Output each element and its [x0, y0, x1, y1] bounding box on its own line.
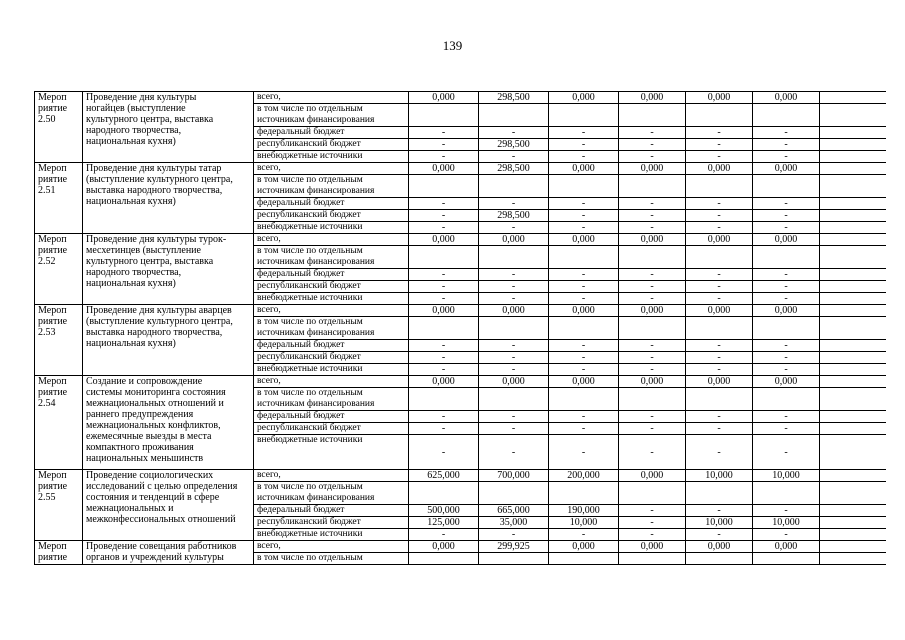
amount-cell	[820, 139, 886, 151]
funding-source: всего,	[254, 541, 409, 553]
amount-cell: 0,000	[409, 376, 479, 388]
amount-cell: 35,000	[479, 517, 549, 529]
amount-cell: -	[479, 127, 549, 139]
amount-cell	[479, 388, 549, 411]
amount-cell: -	[753, 198, 820, 210]
funding-source: всего,	[254, 376, 409, 388]
table-row	[35, 541, 886, 553]
amount-cell	[753, 317, 820, 340]
amount-cell	[820, 175, 886, 198]
amount-cell	[820, 281, 886, 293]
amount-cell: -	[686, 281, 753, 293]
amount-cell: -	[409, 281, 479, 293]
amount-cell	[820, 411, 886, 423]
amount-cell	[820, 210, 886, 222]
amount-cell: 0,000	[409, 234, 479, 246]
amount-cell: 10,000	[686, 517, 753, 529]
amount-cell: -	[479, 281, 549, 293]
amount-cell: 0,000	[686, 541, 753, 553]
funding-source: республиканский бюджет	[254, 517, 409, 529]
activity-code: Мероп риятие 2.52	[35, 234, 83, 305]
amount-cell	[820, 234, 886, 246]
amount-cell: 0,000	[549, 163, 619, 175]
amount-cell: -	[753, 293, 820, 305]
funding-source: внебюджетные источники	[254, 529, 409, 541]
amount-cell: 0,000	[409, 541, 479, 553]
amount-cell: -	[409, 222, 479, 234]
amount-cell: 0,000	[619, 305, 686, 317]
amount-cell: -	[686, 127, 753, 139]
amount-cell: -	[753, 127, 820, 139]
amount-cell	[820, 435, 886, 470]
amount-cell: 125,000	[409, 517, 479, 529]
funding-source: федеральный бюджет	[254, 340, 409, 352]
amount-cell	[820, 505, 886, 517]
table-row	[35, 92, 886, 104]
amount-cell	[820, 470, 886, 482]
amount-cell: 299,925	[479, 541, 549, 553]
funding-source: внебюджетные источники	[254, 364, 409, 376]
amount-cell: -	[686, 435, 753, 470]
amount-cell: -	[549, 352, 619, 364]
amount-cell: 0,000	[619, 470, 686, 482]
amount-cell	[820, 317, 886, 340]
amount-cell	[820, 127, 886, 139]
amount-cell: -	[686, 139, 753, 151]
amount-cell: -	[619, 340, 686, 352]
amount-cell	[619, 246, 686, 269]
amount-cell: -	[549, 411, 619, 423]
amount-cell: -	[549, 364, 619, 376]
amount-cell: 0,000	[619, 234, 686, 246]
amount-cell: -	[686, 529, 753, 541]
amount-cell	[686, 175, 753, 198]
amount-cell: 0,000	[549, 376, 619, 388]
amount-cell	[820, 529, 886, 541]
amount-cell	[549, 388, 619, 411]
amount-cell: 0,000	[549, 92, 619, 104]
amount-cell	[619, 388, 686, 411]
amount-cell: 0,000	[686, 376, 753, 388]
amount-cell: -	[549, 529, 619, 541]
activity-name: Проведение дня культуры ногайцев (выступление культурного центра, выставка народного творчества, национальная кухня)	[83, 92, 254, 163]
amount-cell: -	[619, 281, 686, 293]
amount-cell: -	[549, 269, 619, 281]
amount-cell: -	[479, 198, 549, 210]
activity-code: Мероп риятие 2.50	[35, 92, 83, 163]
amount-cell: -	[409, 210, 479, 222]
amount-cell	[820, 364, 886, 376]
amount-cell: 10,000	[753, 517, 820, 529]
amount-cell: -	[479, 529, 549, 541]
amount-cell	[686, 553, 753, 565]
amount-cell: -	[409, 352, 479, 364]
amount-cell: -	[753, 435, 820, 470]
amount-cell	[820, 293, 886, 305]
amount-cell: 0,000	[753, 163, 820, 175]
amount-cell: -	[686, 151, 753, 163]
page-number: 139	[442, 38, 463, 53]
funding-source: всего,	[254, 305, 409, 317]
amount-cell: -	[549, 139, 619, 151]
amount-cell	[820, 340, 886, 352]
amount-cell: -	[686, 269, 753, 281]
activity-name: Создание и сопровождение системы мониторинга состояния межнациональных отношений и раннего предупреждения межнациональных конфликтов, ежемесячные выезды в места компактного проживания национальных меньшинств	[83, 376, 254, 470]
amount-cell: 700,000	[479, 470, 549, 482]
amount-cell: 0,000	[686, 163, 753, 175]
amount-cell: 298,500	[479, 210, 549, 222]
amount-cell: -	[686, 210, 753, 222]
amount-cell: 0,000	[619, 376, 686, 388]
amount-cell: -	[549, 222, 619, 234]
amount-cell: -	[619, 423, 686, 435]
amount-cell	[820, 482, 886, 505]
amount-cell	[549, 553, 619, 565]
amount-cell: -	[409, 198, 479, 210]
amount-cell: 0,000	[686, 234, 753, 246]
amount-cell: 0,000	[549, 234, 619, 246]
amount-cell	[820, 517, 886, 529]
activity-code: Мероп риятие 2.53	[35, 305, 83, 376]
funding-source: республиканский бюджет	[254, 281, 409, 293]
funding-source: республиканский бюджет	[254, 352, 409, 364]
amount-cell	[820, 352, 886, 364]
amount-cell: -	[409, 364, 479, 376]
table-row	[35, 305, 886, 317]
funding-source: федеральный бюджет	[254, 269, 409, 281]
amount-cell: 298,500	[479, 92, 549, 104]
amount-cell: 0,000	[549, 541, 619, 553]
amount-cell	[479, 482, 549, 505]
amount-cell: -	[479, 293, 549, 305]
amount-cell	[820, 423, 886, 435]
amount-cell: 0,000	[479, 305, 549, 317]
amount-cell: -	[753, 364, 820, 376]
amount-cell: 0,000	[619, 92, 686, 104]
amount-cell: -	[409, 435, 479, 470]
amount-cell: -	[753, 352, 820, 364]
amount-cell: -	[686, 222, 753, 234]
funding-source: внебюджетные источники	[254, 435, 409, 470]
amount-cell: -	[753, 340, 820, 352]
amount-cell: -	[619, 529, 686, 541]
amount-cell: 10,000	[686, 470, 753, 482]
funding-source: республиканский бюджет	[254, 210, 409, 222]
funding-source: в том числе по отдельным	[254, 553, 409, 565]
amount-cell: 0,000	[753, 92, 820, 104]
amount-cell: 190,000	[549, 505, 619, 517]
amount-cell	[820, 222, 886, 234]
amount-cell	[820, 163, 886, 175]
amount-cell: -	[479, 364, 549, 376]
funding-source: всего,	[254, 163, 409, 175]
amount-cell	[549, 482, 619, 505]
funding-source: республиканский бюджет	[254, 139, 409, 151]
amount-cell	[686, 482, 753, 505]
amount-cell: -	[549, 127, 619, 139]
amount-cell: 0,000	[619, 541, 686, 553]
amount-cell	[619, 482, 686, 505]
amount-cell: -	[549, 435, 619, 470]
amount-cell	[753, 246, 820, 269]
amount-cell: -	[409, 151, 479, 163]
amount-cell: -	[686, 352, 753, 364]
amount-cell: -	[619, 293, 686, 305]
amount-cell: -	[549, 423, 619, 435]
amount-cell	[820, 541, 886, 553]
amount-cell: -	[549, 340, 619, 352]
amount-cell	[753, 175, 820, 198]
funding-source: внебюджетные источники	[254, 151, 409, 163]
amount-cell	[409, 482, 479, 505]
amount-cell: 0,000	[409, 92, 479, 104]
amount-cell	[549, 104, 619, 127]
amount-cell: -	[619, 505, 686, 517]
amount-cell: -	[479, 222, 549, 234]
amount-cell: -	[549, 198, 619, 210]
amount-cell: -	[479, 435, 549, 470]
funding-source: в том числе по отдельным источникам финансирования	[254, 388, 409, 411]
funding-source: всего,	[254, 234, 409, 246]
amount-cell: -	[549, 151, 619, 163]
amount-cell: -	[753, 505, 820, 517]
amount-cell: -	[409, 269, 479, 281]
amount-cell: -	[479, 340, 549, 352]
amount-cell: -	[753, 269, 820, 281]
amount-cell: 0,000	[686, 92, 753, 104]
funding-source: в том числе по отдельным источникам финансирования	[254, 482, 409, 505]
table-row	[35, 376, 886, 388]
amount-cell: -	[619, 364, 686, 376]
amount-cell: -	[479, 269, 549, 281]
funding-source: федеральный бюджет	[254, 127, 409, 139]
amount-cell	[820, 246, 886, 269]
amount-cell: 10,000	[753, 470, 820, 482]
amount-cell	[549, 175, 619, 198]
amount-cell: -	[409, 529, 479, 541]
funding-source: внебюджетные источники	[254, 293, 409, 305]
funding-source: всего,	[254, 470, 409, 482]
activity-code: Мероп риятие 2.51	[35, 163, 83, 234]
amount-cell: 0,000	[753, 234, 820, 246]
amount-cell	[409, 104, 479, 127]
amount-cell	[753, 553, 820, 565]
amount-cell: -	[753, 411, 820, 423]
amount-cell: 0,000	[753, 376, 820, 388]
amount-cell	[549, 246, 619, 269]
amount-cell: 200,000	[549, 470, 619, 482]
amount-cell	[820, 305, 886, 317]
activity-code: Мероп риятие	[35, 541, 83, 565]
amount-cell	[753, 104, 820, 127]
amount-cell	[479, 104, 549, 127]
amount-cell	[479, 553, 549, 565]
amount-cell: -	[409, 423, 479, 435]
amount-cell: 0,000	[409, 305, 479, 317]
amount-cell: -	[619, 435, 686, 470]
amount-cell	[409, 317, 479, 340]
amount-cell: 0,000	[753, 305, 820, 317]
funding-source: в том числе по отдельным источникам финансирования	[254, 317, 409, 340]
amount-cell: 298,500	[479, 139, 549, 151]
amount-cell: 625,000	[409, 470, 479, 482]
activity-name: Проведение дня культуры турок- месхетинцев (выступление культурного центра, выставка народного творчества, национальная кухня)	[83, 234, 254, 305]
amount-cell	[820, 104, 886, 127]
amount-cell	[686, 317, 753, 340]
amount-cell: 298,500	[479, 163, 549, 175]
amount-cell	[820, 269, 886, 281]
amount-cell	[686, 104, 753, 127]
table-row	[35, 470, 886, 482]
activity-code: Мероп риятие 2.54	[35, 376, 83, 470]
amount-cell: -	[753, 210, 820, 222]
amount-cell	[479, 175, 549, 198]
amount-cell: 500,000	[409, 505, 479, 517]
amount-cell	[820, 553, 886, 565]
amount-cell: -	[619, 210, 686, 222]
amount-cell: -	[686, 340, 753, 352]
amount-cell: -	[619, 222, 686, 234]
amount-cell	[619, 175, 686, 198]
amount-cell: -	[753, 151, 820, 163]
amount-cell	[753, 482, 820, 505]
amount-cell	[820, 198, 886, 210]
amount-cell: -	[686, 423, 753, 435]
amount-cell: -	[619, 198, 686, 210]
amount-cell: -	[753, 222, 820, 234]
amount-cell: -	[619, 127, 686, 139]
funding-source: в том числе по отдельным источникам финансирования	[254, 104, 409, 127]
amount-cell	[479, 246, 549, 269]
amount-cell: -	[619, 352, 686, 364]
funding-source: федеральный бюджет	[254, 198, 409, 210]
amount-cell	[619, 104, 686, 127]
funding-source: республиканский бюджет	[254, 423, 409, 435]
amount-cell: -	[409, 139, 479, 151]
activity-name: Проведение дня культуры аварцев (выступление культурного центра, выставка народного творчества, национальная кухня)	[83, 305, 254, 376]
amount-cell	[820, 388, 886, 411]
activity-code: Мероп риятие 2.55	[35, 470, 83, 541]
funding-source: федеральный бюджет	[254, 411, 409, 423]
activity-name: Проведение дня культуры татар (выступление культурного центра, выставка народного творчества, национальная кухня)	[83, 163, 254, 234]
amount-cell	[619, 317, 686, 340]
amount-cell	[409, 175, 479, 198]
amount-cell: -	[549, 210, 619, 222]
amount-cell	[753, 388, 820, 411]
amount-cell: -	[409, 411, 479, 423]
amount-cell: 0,000	[619, 163, 686, 175]
table-row	[35, 163, 886, 175]
table-row	[35, 234, 886, 246]
amount-cell: 0,000	[479, 376, 549, 388]
funding-source: федеральный бюджет	[254, 505, 409, 517]
financing-table	[34, 91, 886, 565]
amount-cell: -	[753, 529, 820, 541]
amount-cell	[409, 553, 479, 565]
amount-cell: -	[409, 127, 479, 139]
amount-cell	[549, 317, 619, 340]
amount-cell: 0,000	[549, 305, 619, 317]
amount-cell: 10,000	[549, 517, 619, 529]
amount-cell	[820, 92, 886, 104]
amount-cell: -	[409, 293, 479, 305]
amount-cell: -	[409, 340, 479, 352]
amount-cell: -	[619, 517, 686, 529]
amount-cell: -	[686, 411, 753, 423]
amount-cell	[619, 553, 686, 565]
amount-cell: 0,000	[753, 541, 820, 553]
amount-cell	[686, 388, 753, 411]
amount-cell: 0,000	[686, 305, 753, 317]
amount-cell: -	[619, 411, 686, 423]
activity-name: Проведение совещания работников органов и учреждений культуры	[83, 541, 254, 565]
funding-source: в том числе по отдельным источникам финансирования	[254, 246, 409, 269]
amount-cell: -	[686, 364, 753, 376]
amount-cell	[409, 246, 479, 269]
amount-cell: -	[549, 281, 619, 293]
amount-cell: 0,000	[479, 234, 549, 246]
amount-cell: 0,000	[409, 163, 479, 175]
amount-cell: -	[619, 151, 686, 163]
amount-cell	[820, 376, 886, 388]
amount-cell	[409, 388, 479, 411]
amount-cell: -	[753, 281, 820, 293]
amount-cell: -	[686, 505, 753, 517]
funding-source: внебюджетные источники	[254, 222, 409, 234]
amount-cell: -	[479, 411, 549, 423]
amount-cell: -	[549, 293, 619, 305]
amount-cell: -	[479, 151, 549, 163]
amount-cell: -	[479, 423, 549, 435]
amount-cell: -	[686, 198, 753, 210]
funding-source: в том числе по отдельным источникам финансирования	[254, 175, 409, 198]
amount-cell	[820, 151, 886, 163]
amount-cell	[686, 246, 753, 269]
amount-cell: -	[686, 293, 753, 305]
activity-name: Проведение социологических исследований с целью определения состояния и тенденций в сфере межнациональных и межконфессиональных отношений	[83, 470, 254, 541]
amount-cell	[479, 317, 549, 340]
amount-cell: -	[619, 269, 686, 281]
funding-source: всего,	[254, 92, 409, 104]
amount-cell: -	[619, 139, 686, 151]
amount-cell: -	[479, 352, 549, 364]
amount-cell: -	[753, 139, 820, 151]
amount-cell: 665,000	[479, 505, 549, 517]
amount-cell: -	[753, 423, 820, 435]
